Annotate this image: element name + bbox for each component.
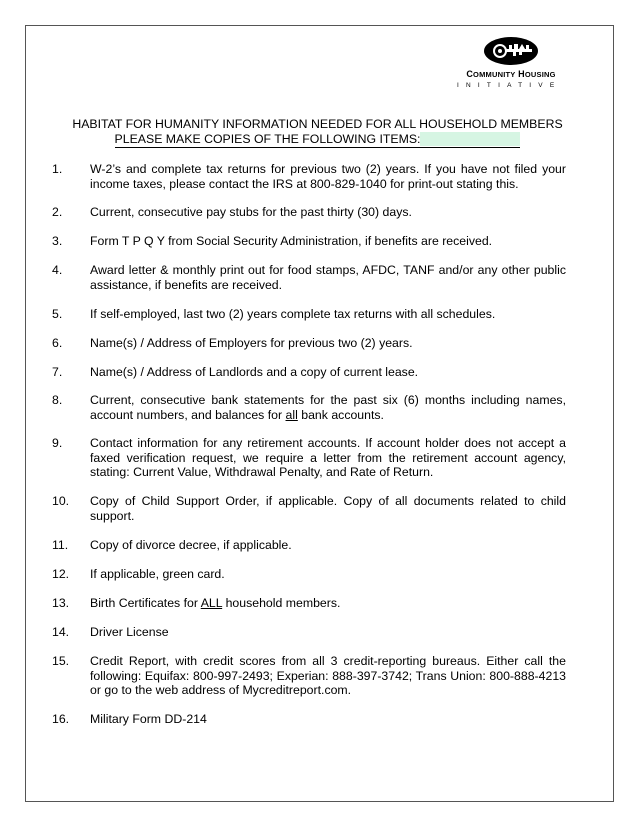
list-item	[52, 205, 566, 234]
community-housing-initiative-logo	[455, 36, 567, 94]
list-item	[52, 365, 566, 393]
list-item	[52, 625, 566, 654]
item-text: Contact information for any retirement accounts. If account holder does not accept a faxed verification request, we require a letter from the retirement account agency, stating: Current Value, Withdrawal Penalty, and Rate of Return.	[90, 436, 566, 480]
item-number: 3.	[52, 234, 63, 248]
heading-line-1: HABITAT FOR HUMANITY INFORMATION NEEDED FOR ALL HOUSEHOLD MEMBERS	[72, 117, 563, 131]
item-text: Birth Certificates for ALL household members.	[90, 596, 341, 610]
underlined-word: all	[285, 407, 298, 422]
item-number: 12.	[52, 567, 70, 581]
item-text: Driver License	[90, 625, 169, 639]
item-text: Copy of divorce decree, if applicable.	[90, 538, 292, 552]
item-number: 16.	[52, 712, 70, 726]
item-number: 14.	[52, 625, 70, 639]
item-text: Name(s) / Address of Employers for previous two (2) years.	[90, 336, 413, 350]
item-text: Award letter & monthly print out for food stamps, AFDC, TANF and/or any other public assistance, if benefits are received.	[90, 263, 566, 292]
heading-line-2-underlined	[115, 132, 521, 148]
highlighted-blank	[420, 132, 520, 146]
list-item	[52, 336, 566, 365]
item-number: 11.	[52, 538, 69, 552]
item-number: 2.	[52, 205, 63, 219]
item-number: 10.	[52, 494, 70, 508]
list-item	[52, 307, 566, 336]
item-number: 13.	[52, 596, 70, 610]
item-number: 1.	[52, 162, 63, 176]
list-item	[52, 596, 566, 625]
list-item	[52, 567, 566, 596]
item-text: Credit Report, with credit scores from all 3 credit-reporting bureaus. Either call the following: Equifax: 800-997-2493; Experian: 888-397-3742; Trans Union: 800-888-4213 or go to the web address of Mycreditreport.com.	[90, 654, 566, 698]
underlined-word: ALL	[200, 596, 223, 610]
page-heading	[50, 117, 585, 148]
item-text: Form T P Q Y from Social Security Administration, if benefits are received.	[90, 234, 493, 248]
logo-key-house-icon	[483, 36, 539, 66]
heading-line-2: PLEASE MAKE COPIES OF THE FOLLOWING ITEMS:	[114, 132, 421, 146]
item-number: 6.	[52, 336, 63, 350]
item-text: Copy of Child Support Order, if applicable. Copy of all documents related to child support.	[90, 494, 566, 523]
item-text: If applicable, green card.	[90, 567, 225, 581]
item-number: 5.	[52, 307, 63, 321]
logo-subtitle: INITIATIVE	[457, 82, 562, 89]
item-text: Current, consecutive pay stubs for the past thirty (30) days.	[90, 205, 412, 219]
list-item	[52, 393, 566, 436]
item-text: Current, consecutive bank statements for the past six (6) months including names, account numbers, and balances for all bank accounts.	[90, 393, 566, 422]
item-text: Name(s) / Address of Landlords and a copy of current lease.	[90, 365, 419, 379]
item-number: 7.	[52, 365, 63, 379]
item-number: 9.	[52, 436, 63, 450]
list-item	[52, 162, 566, 205]
required-documents-list	[52, 162, 566, 727]
list-item	[52, 234, 566, 263]
item-text: If self-employed, last two (2) years complete tax returns with all schedules.	[90, 307, 496, 321]
list-item	[52, 538, 566, 567]
item-number: 8.	[52, 393, 63, 407]
list-item	[52, 494, 566, 538]
list-item	[52, 654, 566, 712]
item-number: 4.	[52, 263, 63, 277]
list-item	[52, 436, 566, 494]
item-number: 15.	[52, 654, 70, 668]
list-item	[52, 263, 566, 307]
item-text: Military Form DD-214	[90, 712, 207, 726]
logo-name: COMMUNITY HOUSING	[466, 69, 556, 79]
item-text: W-2’s and complete tax returns for previous two (2) years. If you have not filed your income taxes, please contact the IRS at 800-829-1040 for print-out stating this.	[90, 162, 566, 191]
list-item	[52, 712, 566, 727]
